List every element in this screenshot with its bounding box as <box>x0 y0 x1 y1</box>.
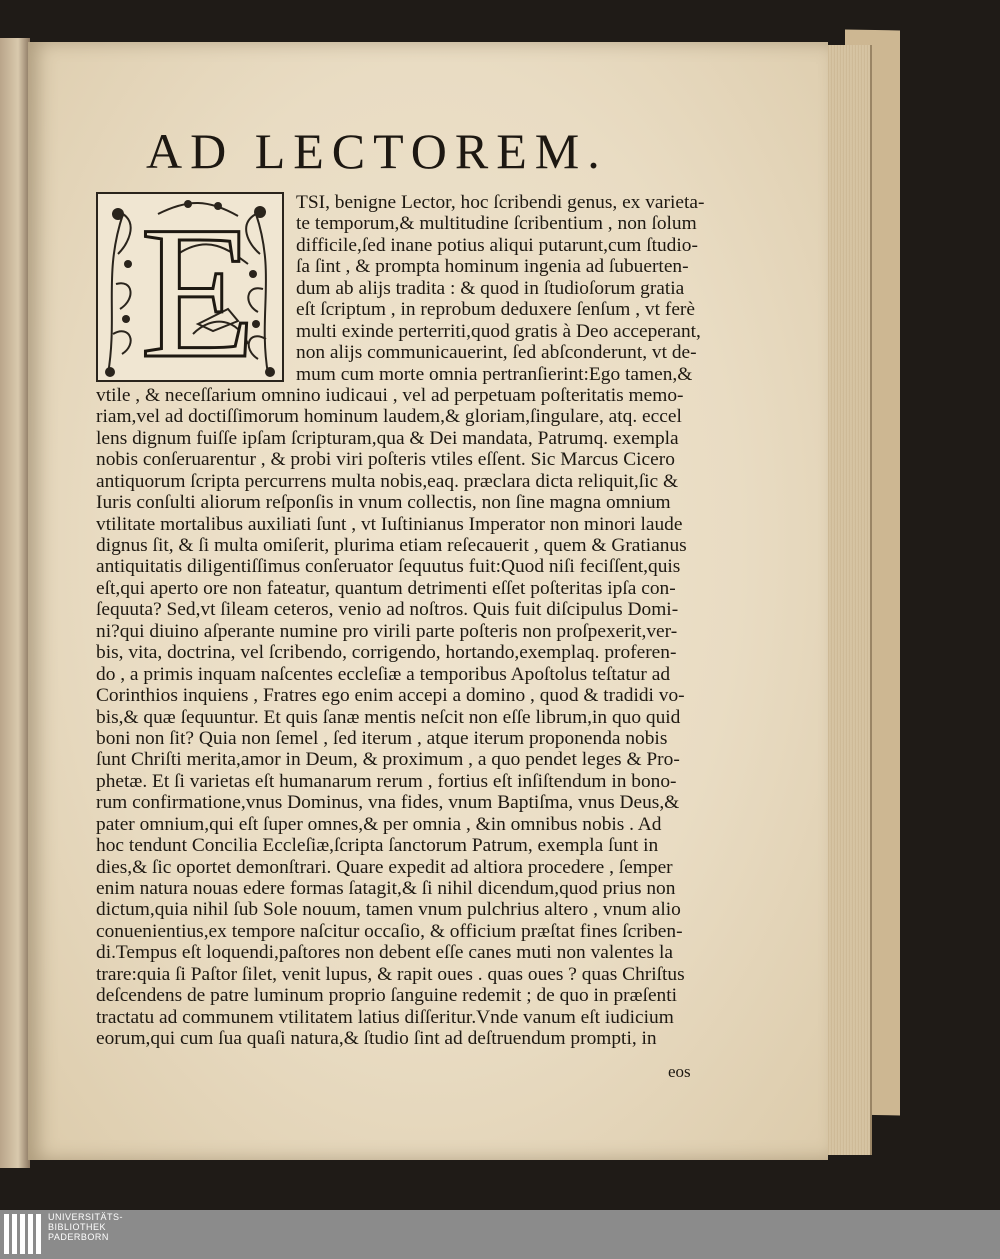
logo-line: BIBLIOTHEK <box>48 1222 107 1232</box>
text-line: do , a primis inquam naſcentes eccleſiæ a temporibus Apoſtolus teſtatur ad <box>96 663 671 685</box>
text-line: tractatu ad communem vtilitatem latius diſſeritur.Vnde vanum eſt iudicium <box>96 1006 674 1028</box>
text-line: dignus ſit, & ſi multa omiſerit, plurima etiam reſecauerit , quem & Gratianus <box>96 535 687 556</box>
text-line: deſcendens de patre luminum proprio ſanguine redemit ; de quo in præſenti <box>96 985 678 1007</box>
text-line: pater omnium,qui eſt ſuper omnes,& per omnia , &in omnibus nobis . Ad <box>96 813 662 835</box>
text-line: vtilitate mortalibus auxiliati ſunt , vt Iuſtinianus Imperator non minori laude <box>96 513 683 535</box>
text-line: lens dignum fuiſſe ipſam ſcripturam,qua & Dei mandata, Patrumq. exempla <box>96 427 679 449</box>
text-line: trare:quia ſi Paſtor ſilet, venit lupus, & rapit oues . quas oues ? quas Chriſtus <box>96 963 685 985</box>
text-line: boni non ſit? Quia non ſemel , ſed iterum , atque iterum proponenda nobis <box>96 727 668 749</box>
text-line: dictum,quia nihil ſub Sole nouum, tamen vnum pulchrius altero , vnum alio <box>96 899 681 921</box>
footer-bar <box>0 1210 1000 1259</box>
text-line: antiquorum ſcripta percurrens multa nobis,eaq. præclara dicta reliquit,ſic & <box>96 470 679 492</box>
text-line: bis,& quæ ſequuntur. Et quis ſanæ mentis neſcit non eſſe librum,in quo quid <box>96 706 681 728</box>
text-line: conuenientius,ex tempore naſcitur occaſio, & officium præſtat fines ſcriben- <box>96 920 683 942</box>
text-line: eſt ſcriptum , in reprobum deduxere ſenſum , vt ferè <box>296 299 695 321</box>
logo-line: PADERBORN <box>48 1232 109 1242</box>
catchword: eos <box>668 1062 691 1081</box>
text-line: rum confirmatione,vnus Dominus, vna fides, vnum Baptiſma, vnus Deus,& <box>96 792 680 814</box>
page-title: AD LECTOREM. <box>146 123 608 179</box>
text-line: antiquitatis diligentiſſimus conſeruator ſequutus fuit:Quod niſi feciſſent,quis <box>96 556 681 578</box>
book-page <box>28 42 828 1160</box>
text-line: te temporum,& multitudine ſcribentium , non ſolum <box>296 213 697 235</box>
text-line: di.Tempus eſt loquendi,paſtores non debent eſſe canes muti non valentes la <box>96 942 673 964</box>
text-line: multi exinde perterriti,quod gratis à Deo acceperant, <box>296 320 701 342</box>
text-line: eorum,qui cum ſua quaſi natura,& ſtudio ſint ad deſtruendum prompti, in <box>96 1028 657 1050</box>
text-line: difficile,ſed inane potius aliqui putarunt,cum ſtudio- <box>296 234 698 256</box>
text-line: eſt,qui aperto ore non fateatur, quantum detrimenti eſſet poſteritas ipſa con- <box>96 577 676 599</box>
text-line: nobis conſeruarentur , & probi viri poſteris vtiles eſſent. Sic Marcus Cicero <box>96 449 675 471</box>
text-line: riam,vel ad doctiſſimorum hominum laudem,& gloriam,ſingulare, atq. eccel <box>96 406 682 428</box>
text-line: vtile , & neceſſarium omnino iudicaui , vel ad perpetuam poſteritatis memo- <box>96 384 684 406</box>
text-line: dum ab alijs tradita : & quod in ſtudioſorum gratia <box>296 277 685 299</box>
text-line: dies,& ſic oportet demonſtrari. Quare expedit ad altiora procedere , ſemper <box>96 856 673 878</box>
text-line: ni?qui diuino aſperante numine pro virili parte poſteris non proſpexerit,ver- <box>96 620 678 642</box>
text-line: Corinthios inquiens , Fratres ego enim accepi a domino , quod & tradidi vo- <box>96 685 685 707</box>
text-line: enim natura nouas edere formas ſatagit,& ſi nihil dicendum,quod prius non <box>96 878 676 899</box>
text-line: ſequuta? Sed,vt ſileam ceteros, venio ad noſtros. Quis fuit diſcipulus Domi- <box>96 599 679 621</box>
text-line: ſunt Chriſti merita,amor in Deum, & proximum , a quo pendet leges & Pro- <box>96 749 680 771</box>
library-logo-text <box>48 1212 123 1242</box>
library-logo-icon <box>2 1212 46 1257</box>
text-line: TSI, benigne Lector, hoc ſcribendi genus, ex varieta- <box>296 192 705 213</box>
initial-letter: E <box>140 192 257 382</box>
text-line: ſa ſint , & prompta hominum ingenia ad ſubuerten- <box>296 256 689 278</box>
left-page-edge <box>0 38 30 1168</box>
text-line: bis, vita, doctrina, vel ſcribendo, corrigendo, hortando,exemplaq. proferen- <box>96 642 677 664</box>
text-line: Iuris conſulti aliorum reſponſis in vnum collectis, non ſine magna omnium <box>96 492 671 514</box>
text-line: non alijs communicauerint, ſed abſconderunt, vt de- <box>296 342 697 364</box>
text-line: mum cum morte omnia pertranſierint:Ego tamen,& <box>296 363 693 385</box>
text-line: hoc tendunt Concilia Eccleſiæ,ſcripta ſanctorum Patrum, exempla ſunt in <box>96 835 659 857</box>
text-line: phetæ. Et ſi varietas eſt humanarum rerum , fortius eſt inſiſtendum in bono- <box>96 770 677 792</box>
body-text <box>96 192 776 1050</box>
logo-line: UNIVERSITÄTS- <box>48 1212 124 1222</box>
